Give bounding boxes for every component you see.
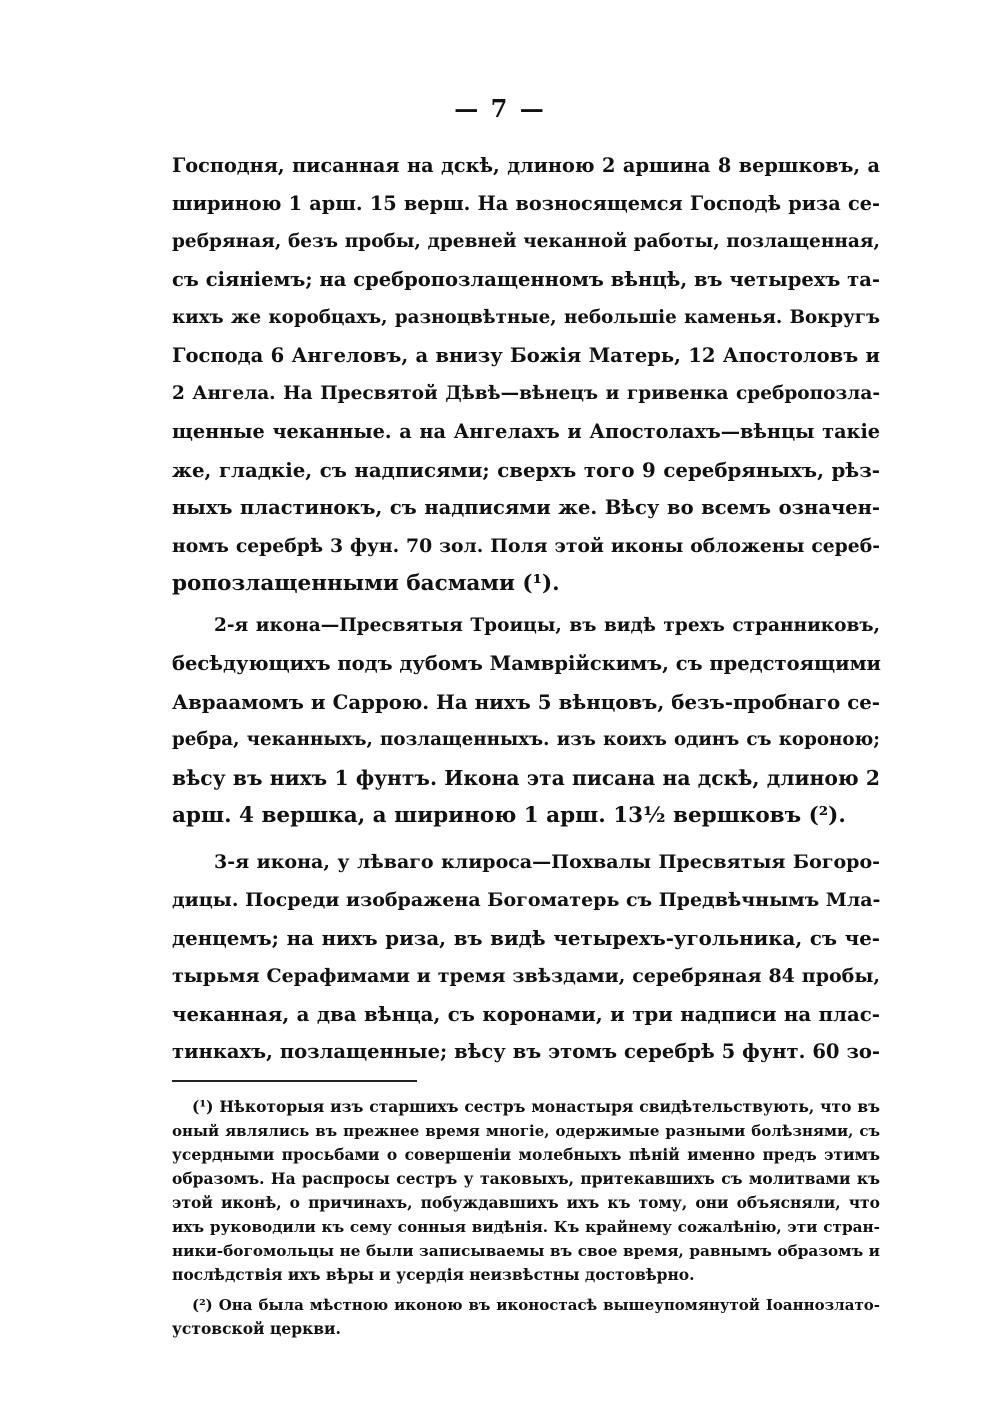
body-line: съ сіяніемъ; на сребропозлащенномъ вѣнцѣ, въ четырехъ та- [172,268,880,291]
page-number: — 7 — [454,94,546,123]
body-line: тырьмя Серафимами и тремя звѣздами, серебряная 84 пробы, [172,965,880,987]
body-line: Господня, писанная на дскѣ, длиною 2 аршина 8 вершковъ, а [172,154,880,177]
body-line: ныхъ пластинокъ, съ надписями же. Вѣсу во всемъ означен- [172,496,880,519]
body-line: 2-я икона—Пресвятыя Троицы, въ видѣ трехъ странниковъ, [214,615,880,636]
footnote-line: ихъ руководили къ сему сонныя видѣнія. Къ крайнему сожалѣнію, эти стран- [172,1218,880,1236]
footnote-line: оный являлись въ прежнее время многіе, одержимые разными болѣзнями, съ [172,1122,880,1140]
footnote-line: образомъ. На распросы сестръ у таковыхъ, притекавшихъ съ молитвами къ [172,1169,880,1188]
body-line: щенные чеканные. а на Ангелахъ и Апостолахъ—вѣнцы такіе [172,420,880,443]
body-line: тинкахъ, позлащенные; вѣсу въ этомъ серебрѣ 5 фунт. 60 зо- [172,1040,880,1063]
body-line: ропозлащенными басмами (¹). [172,571,560,596]
body-line: ребряная, безъ пробы, древней чеканной работы, позлащенная, [172,231,880,252]
body-line: арш. 4 вершка, а шириною 1 арш. 13½ вершковъ (²). [172,803,846,828]
footnote-line: этой иконѣ, о причинахъ, побуждавшихъ ихъ къ тому, они объясняли, что [172,1193,880,1212]
body-line: денцемъ; на нихъ риза, въ видѣ четырехъ-угольника, съ че- [172,926,880,950]
body-line: шириною 1 арш. 15 верш. На возносящемся Господѣ риза се- [172,192,880,215]
body-line: вѣсу въ нихъ 1 фунтъ. Икона эта писана на дскѣ, длиною 2 [172,766,880,790]
body-line: 2 Ангела. На Пресвятой Дѣвѣ—вѣнецъ и гривенка сребропозла- [172,383,880,404]
body-line: чеканная, а два вѣнца, съ коронами, и три надписи на плас- [172,1002,880,1026]
body-line: дицы. Посреди изображена Богоматерь съ Предвѣчнымъ Мла- [172,889,881,911]
body-line: ребра, чеканныхъ, позлащенныхъ. изъ коихъ одинъ съ короною; [172,729,880,750]
footnote-line: (¹) Нѣкоторыя изъ старшихъ сестръ монастыря свидѣтельствують, что въ [192,1097,880,1116]
body-line: Авраамомъ и Саррою. На нихъ 5 вѣнцовъ, безъ-пробнаго се- [172,690,880,714]
footnote-line: усердными просьбами о совершеніи молебныхъ пѣній именно предъ этимъ [172,1145,880,1164]
body-line: 3-я икона, у лѣваго клироса—Похвалы Пресвятыя Богоро- [214,851,880,873]
footnote-line: (²) Она была мѣстною иконою въ иконостасѣ вышеупомянутой Іоаннозлато- [192,1296,880,1314]
body-line: бесѣдующихъ подъ дубомъ Мамврійскимъ, съ предстоящими [172,652,881,675]
body-line: Господа 6 Ангеловъ, а внизу Божія Матерь, 12 Апостоловъ и [172,344,880,367]
footnote-rule [172,1080,417,1082]
footnote-line: устовской церкви. [172,1319,341,1338]
footnote-line: ники-богомольцы не были записываемы въ свое время, равнымъ образомъ и [172,1242,880,1260]
body-line: же, гладкіе, съ надписями; сверхъ того 9 серебряныхъ, рѣз- [172,458,880,482]
body-line: кихъ же коробцахъ, разноцвѣтные, небольшіе каменья. Вокругъ [172,307,880,328]
footnote-line: послѣдствія ихъ вѣры и усердія неизвѣстны достовѣрно. [172,1265,695,1284]
body-line: номъ серебрѣ 3 фун. 70 зол. Поля этой иконы обложены сереб- [172,535,880,557]
